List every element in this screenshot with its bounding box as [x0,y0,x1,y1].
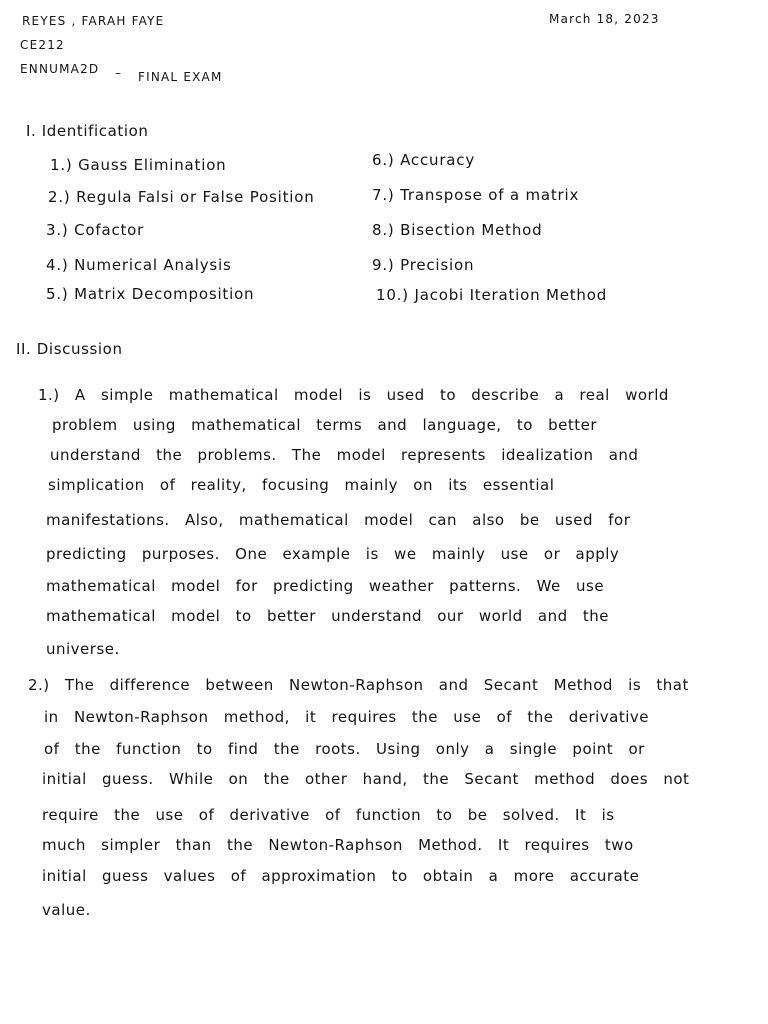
exam-date: March 18, 2023 [549,12,660,26]
answer2-line-6: much simpler than the Newton-Raphson Method. It requires two [42,836,634,854]
answer1-line-3: understand the problems. The model represents idealization and [50,446,639,464]
identification-item-5: 5.) Matrix Decomposition [46,285,255,303]
answer1-line-4: simplication of reality, focusing mainly on its essential [48,476,555,494]
answer2-line-1: 2.) The difference between Newton-Raphson and Secant Method is that [28,676,689,694]
answer1-line-7: mathematical model for predicting weather patterns. We use [46,577,605,595]
identification-item-9: 9.) Precision [372,256,475,274]
identification-item-10: 10.) Jacobi Iteration Method [376,286,608,304]
answer1-line-5: manifestations. Also, mathematical model can also be used for [46,511,631,529]
answer2-line-3: of the function to find the roots. Using only a single point or [44,740,645,758]
answer2-line-7: initial guess values of approximation to obtain a more accurate [42,867,640,885]
answer1-line-2: problem using mathematical terms and language, to better [52,416,598,434]
identification-item-3: 3.) Cofactor [46,221,145,239]
identification-item-2: 2.) Regula Falsi or False Position [48,188,315,206]
course-code: CE212 [20,38,65,52]
answer1-line-1: 1.) A simple mathematical model is used to describe a real world [38,386,669,404]
identification-item-1: 1.) Gauss Elimination [50,156,227,174]
answer2-line-4: initial guess. While on the other hand, the Secant method does not [42,770,690,788]
subject-code: ENNUMA2D [20,62,100,76]
section-discussion-heading: II. Discussion [16,340,123,358]
student-name: REYES , FARAH FAYE [22,14,165,28]
answer2-line-8: value. [42,901,91,919]
section-identification-heading: I. Identification [26,122,149,140]
identification-item-7: 7.) Transpose of a matrix [372,186,580,204]
answer1-line-8: mathematical model to better understand our world and the [46,607,610,625]
answer2-line-2: in Newton-Raphson method, it requires the use of the derivative [44,708,650,726]
exam-dash: – [115,66,123,80]
identification-item-6: 6.) Accuracy [372,151,476,169]
answer2-line-5: require the use of derivative of function to be solved. It is [42,806,615,824]
answer1-line-6: predicting purposes. One example is we mainly use or apply [46,545,620,563]
answer1-line-9: universe. [46,640,120,658]
identification-item-4: 4.) Numerical Analysis [46,256,232,274]
identification-item-8: 8.) Bisection Method [372,221,543,239]
exam-title: FINAL EXAM [138,70,223,84]
